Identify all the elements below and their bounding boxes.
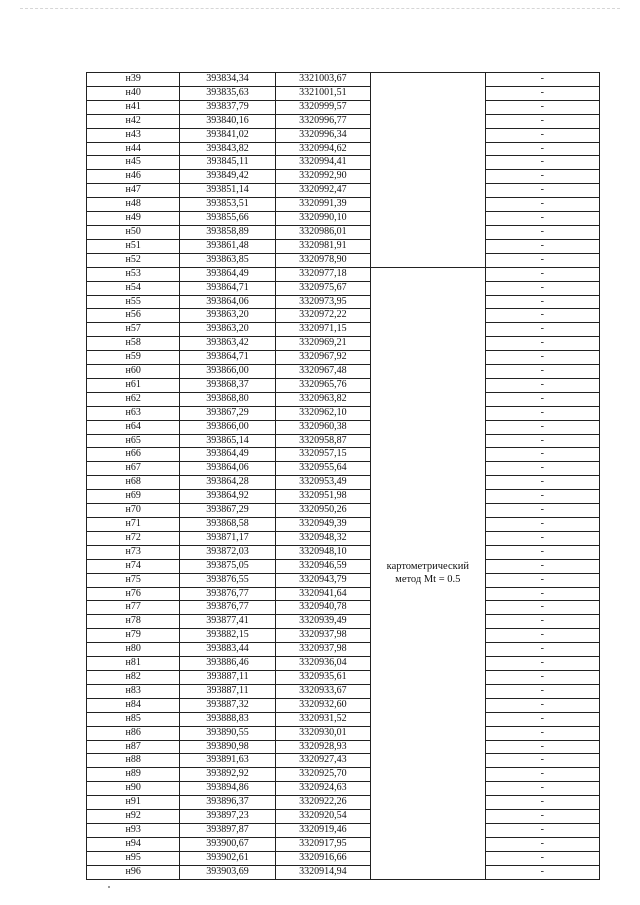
table-row: [87, 114, 600, 128]
point-number: н74: [87, 559, 180, 573]
coordinate-x: 393864,92: [180, 490, 275, 504]
coordinate-x: 393888,83: [180, 712, 275, 726]
table-row: [87, 601, 600, 615]
coordinate-y: 3320935,61: [275, 670, 370, 684]
point-number: н49: [87, 212, 180, 226]
coordinate-x: 393900,67: [180, 837, 275, 851]
table-row: [87, 295, 600, 309]
coordinate-x: 393863,42: [180, 337, 275, 351]
coordinate-x: 393861,48: [180, 239, 275, 253]
point-number: н42: [87, 114, 180, 128]
note-cell: -: [485, 754, 599, 768]
table-row: [87, 365, 600, 379]
table-row: [87, 754, 600, 768]
coordinate-y: 3320941,64: [275, 587, 370, 601]
point-number: н66: [87, 448, 180, 462]
table-row: [87, 239, 600, 253]
coordinate-x: 393867,29: [180, 504, 275, 518]
point-number: н47: [87, 184, 180, 198]
point-number: н77: [87, 601, 180, 615]
coordinate-x: 393864,06: [180, 462, 275, 476]
coordinate-y: 3320939,49: [275, 615, 370, 629]
table-row: [87, 545, 600, 559]
coordinate-x: 393890,55: [180, 726, 275, 740]
table-row: [87, 170, 600, 184]
table-row: [87, 684, 600, 698]
point-number: н50: [87, 225, 180, 239]
table-row: [87, 351, 600, 365]
note-cell: -: [485, 601, 599, 615]
point-number: н67: [87, 462, 180, 476]
coordinate-y: 3320958,87: [275, 434, 370, 448]
table-row: [87, 225, 600, 239]
coordinate-x: 393864,71: [180, 281, 275, 295]
coordinate-y: 3320950,26: [275, 504, 370, 518]
coordinate-y: 3320996,34: [275, 128, 370, 142]
coordinate-x: 393887,11: [180, 684, 275, 698]
table-row: [87, 587, 600, 601]
table-row: [87, 142, 600, 156]
note-cell: -: [485, 504, 599, 518]
point-number: н70: [87, 504, 180, 518]
note-cell: -: [485, 476, 599, 490]
table-row: [87, 420, 600, 434]
coordinate-y: 3320991,39: [275, 198, 370, 212]
point-number: н88: [87, 754, 180, 768]
table-row: [87, 73, 600, 87]
point-number: н75: [87, 573, 180, 587]
point-number: н44: [87, 142, 180, 156]
table-row: [87, 212, 600, 226]
table-row: [87, 309, 600, 323]
coordinate-x: 393864,28: [180, 476, 275, 490]
coordinate-x: 393868,58: [180, 518, 275, 532]
table-row: [87, 670, 600, 684]
coordinate-y: 3320928,93: [275, 740, 370, 754]
coordinate-x: 393866,00: [180, 365, 275, 379]
coordinate-y: 3320914,94: [275, 865, 370, 879]
table-row: [87, 615, 600, 629]
coordinate-x: 393903,69: [180, 865, 275, 879]
coordinate-x: 393887,32: [180, 698, 275, 712]
point-number: н91: [87, 796, 180, 810]
coordinate-x: 393840,16: [180, 114, 275, 128]
table-row: [87, 573, 600, 587]
coordinate-x: 393851,14: [180, 184, 275, 198]
coordinate-x: 393868,37: [180, 378, 275, 392]
coordinate-y: 3320992,47: [275, 184, 370, 198]
coordinate-x: 393896,37: [180, 796, 275, 810]
coordinate-x: 393835,63: [180, 86, 275, 100]
table-row: [87, 156, 600, 170]
point-number: н82: [87, 670, 180, 684]
note-cell: -: [485, 142, 599, 156]
coordinate-x: 393841,02: [180, 128, 275, 142]
note-cell: -: [485, 100, 599, 114]
point-number: н86: [87, 726, 180, 740]
note-cell: -: [485, 420, 599, 434]
note-cell: -: [485, 295, 599, 309]
table-row: [87, 100, 600, 114]
coordinate-y: 3320925,70: [275, 768, 370, 782]
coordinate-x: 393891,63: [180, 754, 275, 768]
table-row: [87, 768, 600, 782]
table-row: [87, 323, 600, 337]
note-cell: -: [485, 225, 599, 239]
table-row: [87, 198, 600, 212]
point-number: н85: [87, 712, 180, 726]
coordinate-x: 393897,87: [180, 823, 275, 837]
coordinate-y: 3320994,62: [275, 142, 370, 156]
coordinate-y: 3320924,63: [275, 782, 370, 796]
coordinate-y: 3320932,60: [275, 698, 370, 712]
coordinate-y: 3320949,39: [275, 518, 370, 532]
coordinate-y: 3320927,43: [275, 754, 370, 768]
point-number: н57: [87, 323, 180, 337]
coordinate-x: 393882,15: [180, 629, 275, 643]
coordinate-x: 393887,11: [180, 670, 275, 684]
note-cell: -: [485, 281, 599, 295]
table-row: [87, 657, 600, 671]
point-number: н62: [87, 392, 180, 406]
point-number: н51: [87, 239, 180, 253]
scan-dot: [108, 886, 110, 888]
table-row: [87, 448, 600, 462]
coordinate-x: 393866,00: [180, 420, 275, 434]
table-row: [87, 726, 600, 740]
coordinate-y: 3320975,67: [275, 281, 370, 295]
coordinate-y: 3320946,59: [275, 559, 370, 573]
coordinate-x: 393875,05: [180, 559, 275, 573]
table-row: [87, 476, 600, 490]
note-cell: -: [485, 239, 599, 253]
point-number: н87: [87, 740, 180, 754]
coordinate-y: 3320937,98: [275, 629, 370, 643]
note-cell: -: [485, 156, 599, 170]
table-row: [87, 698, 600, 712]
point-number: н52: [87, 253, 180, 267]
note-cell: -: [485, 365, 599, 379]
note-cell: -: [485, 865, 599, 879]
note-cell: -: [485, 670, 599, 684]
coordinate-y: 3320919,46: [275, 823, 370, 837]
point-number: н94: [87, 837, 180, 851]
coordinate-x: 393894,86: [180, 782, 275, 796]
table-row: [87, 504, 600, 518]
coordinate-y: 3320992,90: [275, 170, 370, 184]
coordinate-y: 3320981,91: [275, 239, 370, 253]
table-row: [87, 851, 600, 865]
coordinate-y: 3320953,49: [275, 476, 370, 490]
coordinates-table: [86, 72, 600, 880]
coordinate-x: 393834,34: [180, 73, 275, 87]
point-number: н81: [87, 657, 180, 671]
point-number: н59: [87, 351, 180, 365]
table-row: [87, 128, 600, 142]
note-cell: -: [485, 768, 599, 782]
point-number: н68: [87, 476, 180, 490]
point-number: н93: [87, 823, 180, 837]
note-cell: -: [485, 267, 599, 281]
point-number: н61: [87, 378, 180, 392]
note-cell: -: [485, 559, 599, 573]
table-row: [87, 267, 600, 281]
point-number: н80: [87, 643, 180, 657]
coordinate-x: 393886,46: [180, 657, 275, 671]
note-cell: -: [485, 378, 599, 392]
note-cell: -: [485, 392, 599, 406]
note-cell: -: [485, 184, 599, 198]
coordinate-y: 3320978,90: [275, 253, 370, 267]
note-cell: -: [485, 323, 599, 337]
note-cell: -: [485, 170, 599, 184]
point-number: н63: [87, 406, 180, 420]
coordinate-x: 393871,17: [180, 531, 275, 545]
table-row: [87, 253, 600, 267]
coordinate-y: 3320962,10: [275, 406, 370, 420]
coordinate-y: 3320951,98: [275, 490, 370, 504]
point-number: н96: [87, 865, 180, 879]
method-accuracy: метод Mt = 0.5: [395, 574, 461, 586]
coordinate-y: 3320948,10: [275, 545, 370, 559]
coordinate-x: 393858,89: [180, 225, 275, 239]
coordinate-y: 3320996,77: [275, 114, 370, 128]
coordinate-y: 3320931,52: [275, 712, 370, 726]
coordinate-y: 3321003,67: [275, 73, 370, 87]
note-cell: -: [485, 657, 599, 671]
coordinate-x: 393864,06: [180, 295, 275, 309]
coordinate-y: 3320933,67: [275, 684, 370, 698]
note-cell: -: [485, 712, 599, 726]
coordinate-y: 3320955,64: [275, 462, 370, 476]
note-cell: -: [485, 73, 599, 87]
table-row: [87, 837, 600, 851]
coordinate-y: 3320922,26: [275, 796, 370, 810]
coordinate-y: 3320967,92: [275, 351, 370, 365]
coordinate-x: 393876,55: [180, 573, 275, 587]
note-cell: -: [485, 462, 599, 476]
coordinate-y: 3320971,15: [275, 323, 370, 337]
table-row: [87, 643, 600, 657]
coordinate-x: 393849,42: [180, 170, 275, 184]
coordinate-y: 3320977,18: [275, 267, 370, 281]
note-cell: -: [485, 684, 599, 698]
note-cell: -: [485, 629, 599, 643]
point-number: н43: [87, 128, 180, 142]
point-number: н72: [87, 531, 180, 545]
coordinate-x: 393843,82: [180, 142, 275, 156]
table-row: [87, 518, 600, 532]
coordinate-y: 3320960,38: [275, 420, 370, 434]
note-cell: -: [485, 212, 599, 226]
note-cell: -: [485, 615, 599, 629]
coordinate-y: 3320969,21: [275, 337, 370, 351]
table-row: [87, 406, 600, 420]
note-cell: -: [485, 406, 599, 420]
point-number: н65: [87, 434, 180, 448]
note-cell: -: [485, 337, 599, 351]
coordinate-y: 3320963,82: [275, 392, 370, 406]
point-number: н45: [87, 156, 180, 170]
coordinates-table-body: [87, 73, 600, 880]
note-cell: -: [485, 309, 599, 323]
note-cell: -: [485, 531, 599, 545]
note-cell: -: [485, 573, 599, 587]
point-number: н79: [87, 629, 180, 643]
point-number: н39: [87, 73, 180, 87]
coordinate-y: 3320986,01: [275, 225, 370, 239]
coordinate-y: 3320972,22: [275, 309, 370, 323]
table-row: [87, 796, 600, 810]
coordinate-x: 393863,20: [180, 323, 275, 337]
note-cell: -: [485, 545, 599, 559]
point-number: н83: [87, 684, 180, 698]
method-cell: [371, 267, 485, 879]
point-number: н95: [87, 851, 180, 865]
coordinate-x: 393855,66: [180, 212, 275, 226]
table-row: [87, 782, 600, 796]
note-cell: -: [485, 114, 599, 128]
table-row: [87, 810, 600, 824]
note-cell: -: [485, 698, 599, 712]
point-number: н69: [87, 490, 180, 504]
note-cell: -: [485, 490, 599, 504]
scan-header-marks: [20, 8, 620, 15]
note-cell: -: [485, 796, 599, 810]
note-cell: -: [485, 128, 599, 142]
note-cell: -: [485, 351, 599, 365]
coordinate-y: 3320994,41: [275, 156, 370, 170]
coordinate-x: 393897,23: [180, 810, 275, 824]
table-row: [87, 337, 600, 351]
table-row: [87, 434, 600, 448]
table-row: [87, 490, 600, 504]
coordinate-y: 3320937,98: [275, 643, 370, 657]
point-number: н48: [87, 198, 180, 212]
table-row: [87, 378, 600, 392]
coordinate-x: 393837,79: [180, 100, 275, 114]
coordinate-x: 393853,51: [180, 198, 275, 212]
table-row: [87, 184, 600, 198]
point-number: н90: [87, 782, 180, 796]
point-number: н46: [87, 170, 180, 184]
note-cell: -: [485, 851, 599, 865]
coordinate-x: 393892,92: [180, 768, 275, 782]
table-row: [87, 740, 600, 754]
table-row: [87, 865, 600, 879]
coordinate-y: 3320967,48: [275, 365, 370, 379]
table-row: [87, 462, 600, 476]
note-cell: -: [485, 448, 599, 462]
coordinate-y: 3320990,10: [275, 212, 370, 226]
table-row: [87, 712, 600, 726]
coordinate-x: 393902,61: [180, 851, 275, 865]
note-cell: -: [485, 86, 599, 100]
table-row: [87, 281, 600, 295]
point-number: н76: [87, 587, 180, 601]
coordinate-x: 393863,85: [180, 253, 275, 267]
coordinate-x: 393876,77: [180, 601, 275, 615]
point-number: н58: [87, 337, 180, 351]
point-number: н64: [87, 420, 180, 434]
coordinate-y: 3320917,95: [275, 837, 370, 851]
coordinate-y: 3320936,04: [275, 657, 370, 671]
coordinate-x: 393890,98: [180, 740, 275, 754]
table-row: [87, 823, 600, 837]
note-cell: -: [485, 823, 599, 837]
point-number: н89: [87, 768, 180, 782]
table-row: [87, 392, 600, 406]
point-number: н41: [87, 100, 180, 114]
table-row: [87, 559, 600, 573]
coordinate-y: 3320940,78: [275, 601, 370, 615]
coordinate-y: 3320973,95: [275, 295, 370, 309]
note-cell: -: [485, 434, 599, 448]
point-number: н60: [87, 365, 180, 379]
method-cell-empty: [371, 73, 485, 268]
note-cell: -: [485, 782, 599, 796]
point-number: н54: [87, 281, 180, 295]
note-cell: -: [485, 810, 599, 824]
note-cell: -: [485, 587, 599, 601]
coordinate-y: 3321001,51: [275, 86, 370, 100]
coordinate-x: 393845,11: [180, 156, 275, 170]
coordinate-x: 393865,14: [180, 434, 275, 448]
note-cell: -: [485, 643, 599, 657]
coordinate-y: 3320957,15: [275, 448, 370, 462]
table-row: [87, 629, 600, 643]
table-row: [87, 531, 600, 545]
method-name: картометрический: [386, 561, 469, 573]
note-cell: -: [485, 198, 599, 212]
coordinate-y: 3320965,76: [275, 378, 370, 392]
coordinate-x: 393877,41: [180, 615, 275, 629]
coordinate-x: 393864,49: [180, 267, 275, 281]
coordinate-x: 393876,77: [180, 587, 275, 601]
point-number: н55: [87, 295, 180, 309]
coordinate-y: 3320943,79: [275, 573, 370, 587]
coordinate-x: 393864,49: [180, 448, 275, 462]
point-number: н84: [87, 698, 180, 712]
note-cell: -: [485, 518, 599, 532]
point-number: н40: [87, 86, 180, 100]
note-cell: -: [485, 253, 599, 267]
coordinate-x: 393872,03: [180, 545, 275, 559]
point-number: н53: [87, 267, 180, 281]
coordinate-y: 3320930,01: [275, 726, 370, 740]
coordinate-x: 393867,29: [180, 406, 275, 420]
table-row: [87, 86, 600, 100]
note-cell: -: [485, 740, 599, 754]
point-number: н78: [87, 615, 180, 629]
coordinate-y: 3320920,54: [275, 810, 370, 824]
coordinate-y: 3320948,32: [275, 531, 370, 545]
coordinate-x: 393883,44: [180, 643, 275, 657]
note-cell: -: [485, 837, 599, 851]
coordinate-x: 393864,71: [180, 351, 275, 365]
point-number: н56: [87, 309, 180, 323]
coordinate-y: 3320999,57: [275, 100, 370, 114]
note-cell: -: [485, 726, 599, 740]
point-number: н73: [87, 545, 180, 559]
coordinate-x: 393868,80: [180, 392, 275, 406]
coordinate-x: 393863,20: [180, 309, 275, 323]
coordinate-y: 3320916,66: [275, 851, 370, 865]
point-number: н71: [87, 518, 180, 532]
point-number: н92: [87, 810, 180, 824]
